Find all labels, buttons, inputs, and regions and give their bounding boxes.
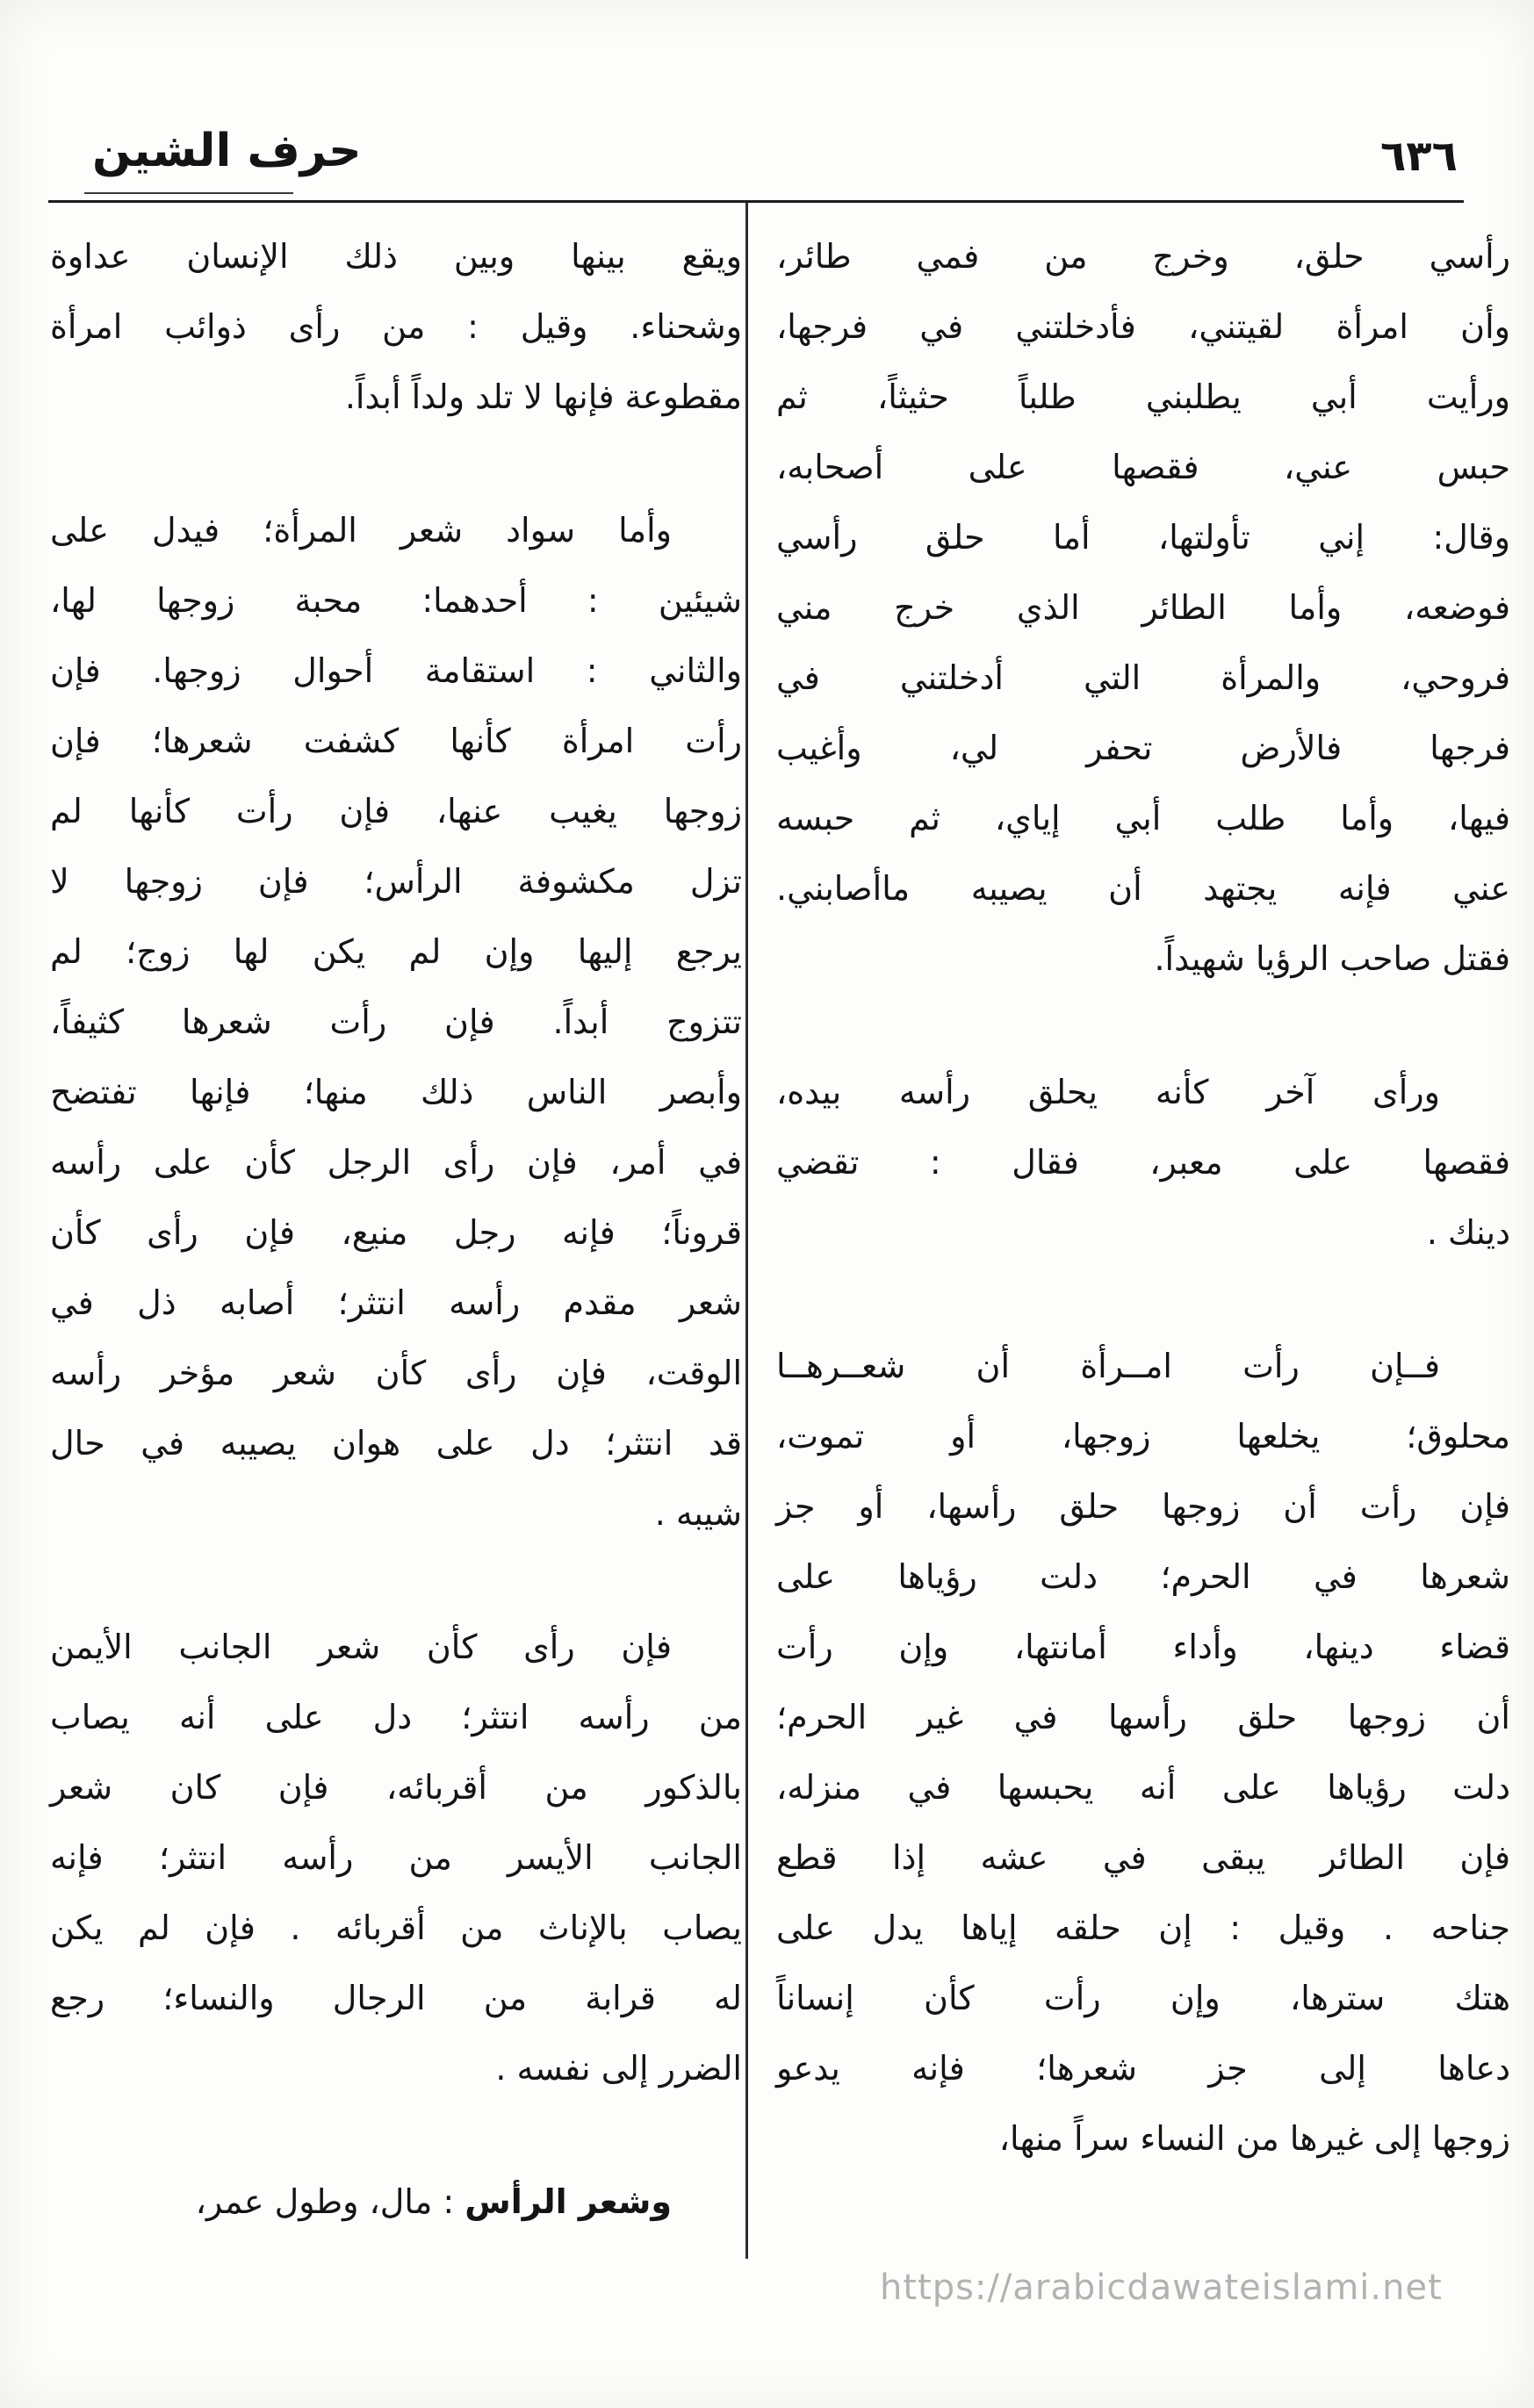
section-header: حرف الشين (92, 125, 362, 177)
text-line: شيئين : أحدهما: محبة زوجها لها، (50, 581, 742, 620)
paragraph (50, 495, 742, 1549)
text-line: زوجها إلى غيرها من النساء سراً منها، (998, 2119, 1510, 2158)
paragraph (50, 2167, 742, 2237)
text-line: وأبصر الناس ذلك منها؛ فإنها تفتضح (50, 1073, 742, 1111)
column-divider (745, 203, 748, 2259)
text-line: فروحي، والمرأة التي أدخلتني في (776, 658, 1510, 697)
text-line: من رأسه انتثر؛ دل على أنه يصاب (50, 1698, 742, 1736)
text-line: الضرر إلى نفسه . (495, 2049, 742, 2088)
text-line: زوجها يغيب عنها، فإن رأت كأنها لم (50, 792, 742, 830)
text-run: : مال، وطول عمر، (195, 2182, 465, 2221)
text-line: جناحه . وقيل : إن حلقه إياها يدل على (776, 1908, 1510, 1947)
text-line: فقصها على معبر، فقال : تقضي (776, 1143, 1510, 1182)
text-line: فــإن رأت امــرأة أن شعــرهــا (776, 1347, 1440, 1385)
text-line: وأن امرأة لقيتني، فأدخلتني في فرجها، (776, 307, 1510, 346)
text-line: وأما سواد شعر المرأة؛ فيدل على (50, 511, 672, 550)
text-line: شعر مقدم رأسه انتثر؛ أصابه ذل في (50, 1283, 742, 1322)
text-line: مقطوعة فإنها لا تلد ولداً أبداً. (344, 377, 742, 416)
page-number: ٦٣٦ (1380, 132, 1458, 181)
text-line: بالذكور من أقربائه، فإن كان شعر (50, 1768, 742, 1807)
bold-text-run: وشعر الرأس (465, 2182, 672, 2221)
text-line: وشحناء. وقيل : من رأى ذوائب امرأة (50, 307, 742, 346)
text-line: حبس عني، فقصها على أصحابه، (776, 448, 1510, 486)
text-line: فيها، وأما طلب أبي إياي، ثم حبسه (776, 799, 1510, 837)
paragraph (776, 221, 1510, 994)
paragraph (776, 1057, 1510, 1268)
paragraph (50, 1612, 742, 2103)
text-line: شعرها في الحرم؛ دلت رؤياها على (776, 1557, 1510, 1596)
text-line: فإن رأى كأن شعر الجانب الأيمن (50, 1628, 672, 1666)
text-line: يصاب بالإناث من أقربائه . فإن لم يكن (50, 1908, 742, 1947)
text-line: دعاها إلى جز شعرها؛ فإنه يدعو (776, 2049, 1510, 2088)
text-line: محلوق؛ يخلعها زوجها، أو تموت، (776, 1417, 1510, 1456)
text-line: فإن الطائر يبقى في عشه إذا قطع (776, 1838, 1510, 1877)
left-column (50, 221, 742, 2237)
text-line: فوضعه، وأما الطائر الذي خرج مني (776, 588, 1510, 627)
paragraph (776, 1331, 1510, 2174)
text-line: له قرابة من الرجال والنساء؛ رجع (50, 1979, 742, 2017)
text-line: شيبه . (654, 1494, 742, 1533)
text-line: والثاني : استقامة أحوال زوجها. فإن (50, 651, 742, 690)
text-line: عني فإنه يجتهد أن يصيبه ماأصابني. (776, 869, 1510, 908)
text-line: الوقت، فإن رأى كأن شعر مؤخر رأسه (50, 1354, 742, 1392)
text-line: هتك سترها، وإن رأت كأن إنساناً (776, 1979, 1510, 2017)
text-line: تتزوج أبداً. فإن رأت شعرها كثيفاً، (50, 1003, 742, 1041)
text-line: دينك . (1426, 1213, 1510, 1252)
paragraph (50, 221, 742, 432)
text-line: أن زوجها حلق رأسها في غير الحرم؛ (776, 1698, 1510, 1736)
text-line: قضاء دينها، وأداء أمانتها، وإن رأت (776, 1628, 1510, 1666)
text-line: ورأى آخر كأنه يحلق رأسه بيده، (776, 1073, 1440, 1111)
text-line: وقال: إني تأولتها، أما حلق رأسي (776, 518, 1510, 557)
watermark-url: https://arabicdawateislami.net (880, 2268, 1443, 2308)
text-line: تزل مكشوفة الرأس؛ فإن زوجها لا (50, 862, 742, 901)
header-rule-segment (84, 192, 293, 194)
text-line: في أمر، فإن رأى الرجل كأن على رأسه (50, 1143, 742, 1182)
text-line: فقتل صاحب الرؤيا شهيداً. (1154, 939, 1510, 978)
text-line (50, 2167, 742, 2237)
text-line: فإن رأت أن زوجها حلق رأسها، أو جز (776, 1487, 1510, 1526)
text-line: رأت امرأة كأنها كشفت شعرها؛ فإن (50, 722, 742, 760)
header-rule (48, 200, 1464, 203)
text-line: ورأيت أبي يطلبني طلباً حثيثاً، ثم (776, 377, 1510, 416)
text-line: الجانب الأيسر من رأسه انتثر؛ فإنه (50, 1838, 742, 1877)
text-line: فرجها فالأرض تحفر لي، وأغيب (776, 729, 1510, 767)
right-column (776, 221, 1510, 2174)
text-line: دلت رؤياها على أنه يحبسها في منزله، (776, 1768, 1510, 1807)
text-line: قروناً؛ فإنه رجل منيع، فإن رأى كأن (50, 1213, 742, 1252)
text-line: قد انتثر؛ دل على هوان يصيبه في حال (50, 1424, 742, 1463)
text-line: رأسي حلق، وخرج من فمي طائر، (776, 237, 1510, 276)
text-line: يرجع إليها وإن لم يكن لها زوج؛ لم (50, 932, 742, 971)
text-line: ويقع بينها وبين ذلك الإنسان عداوة (50, 237, 742, 276)
